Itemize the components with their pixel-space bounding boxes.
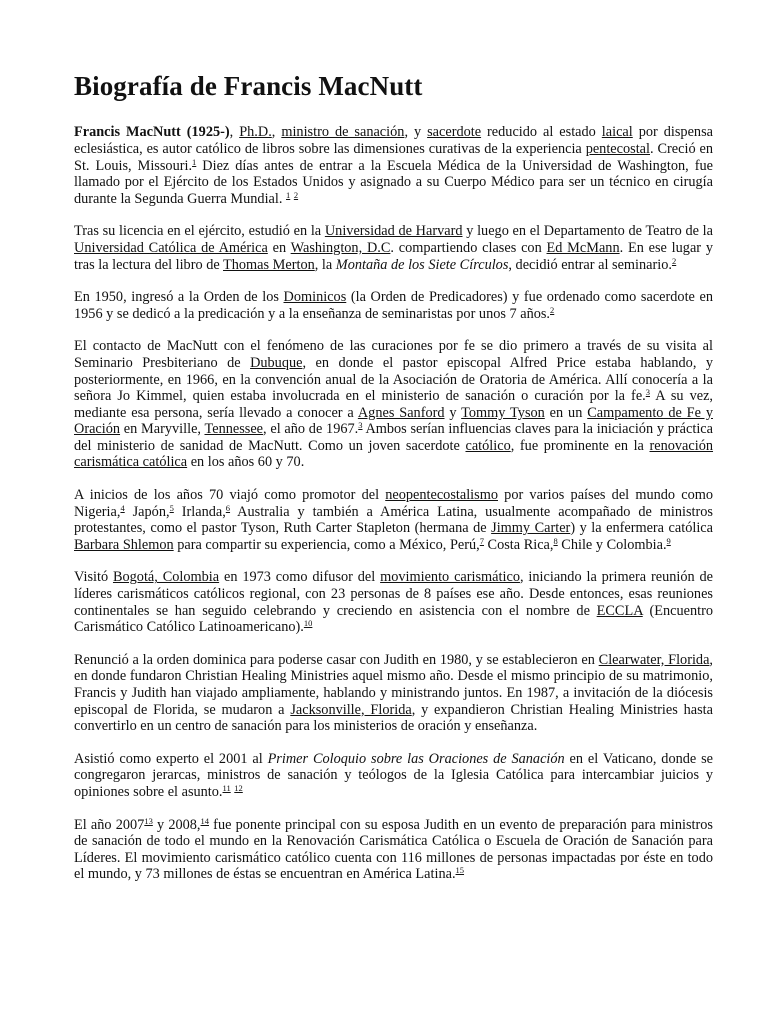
link-agnes-sanford[interactable]: Agnes Sanford [357,404,445,421]
text: , fue prominente en la [510,437,650,454]
paragraph-dominicos [74,289,713,322]
footnote-ref-8[interactable]: 8 [553,535,558,546]
text: reducido al estado [481,124,602,141]
subject-name: Francis MacNutt (1925-) [74,124,230,141]
link-renovacion-carismatica-catolica[interactable]: renovación carismática católica [74,437,714,471]
text: Chile y Colombia. [557,536,667,553]
text: Renunció a la orden dominica para poderse casar con Judith en 1980, y se establecieron en [74,651,599,668]
text: Japón, [124,503,170,520]
text: Diez días antes de entrar a la Escuela Médica de la Universidad de Washington, fue llamado por el Ejército de los Estados Unidos y asignado a su Cuerpo Médico para ser un técnico en cirugía durante la Segunda Guerra Mundial. [74,157,713,207]
text: en [267,239,291,256]
link-laical[interactable]: laical [601,124,633,141]
link-ministro-de-sanacion[interactable]: ministro de sanación [281,124,405,141]
text: , y expandieron Christian Healing Ministries hasta convertirlo en un centro de sanación para los ministerios de oración y enseñanza. [74,701,714,735]
footnote-ref-12[interactable]: 12 [234,782,243,793]
link-dominicos[interactable]: Dominicos [283,289,347,306]
text: . compartiendo clases con [390,239,547,256]
footnote-ref-11[interactable]: 11 [222,782,231,793]
event-title: Primer Coloquio sobre las Oraciones de Sanación [267,750,565,767]
link-campamento-de-fe-y-oracion[interactable]: Campamento de Fe y Oración [74,404,713,438]
text: y 2008, [152,816,201,833]
text: , [271,124,282,141]
footnote-ref-2[interactable]: 2 [293,189,299,200]
link-sacerdote[interactable]: sacerdote [427,124,482,141]
paragraph-healing-contact [74,338,713,471]
page-title: Biografía de Francis MacNutt [74,71,423,101]
paragraph-travels [74,487,713,553]
footnote-ref-14[interactable]: 14 [200,815,209,826]
footnote-ref-2[interactable]: 2 [550,304,555,315]
link-tommy-tyson[interactable]: Tommy Tyson [461,404,545,421]
footnote-ref-3[interactable]: 3 [358,420,363,431]
text: El contacto de MacNutt con el fenómeno de las curaciones por fe se dio primero a través de su visita al Seminario Presbiteriano de [74,338,713,371]
text: para compartir su experiencia, como a México, Perú, [173,536,480,553]
text: A inicios de los años 70 viajó como promotor del [74,487,386,504]
text: , decidió entrar al seminario. [508,256,672,273]
text: en un [544,404,588,421]
link-neopentecostalismo[interactable]: neopentecostalismo [385,487,498,504]
text: , en donde fundaron Christian Healing Ministries aquel mismo año. Desde el mismo principio de su matrimonio, Francis y Judith han viajado ampliamente, hablando y ministrando juntos. En 1987, a invitación de la diócesis episcopal de Florida, se mudaron a [74,651,713,718]
footnote-ref-1[interactable]: 1 [286,189,291,200]
text: Tras su licencia en el ejército, estudió en la [74,223,325,240]
text: por varios países del mundo como Nigeria, [74,487,713,520]
text: Asistió como experto el 2001 al [74,750,268,767]
paragraph-education [74,223,713,273]
text: Irlanda, [173,503,226,520]
text: por dispensa eclesiástica, es autor católico de libros sobre las dimensiones curativas de la experiencia [74,124,713,157]
text: Ambos serían influencias claves para la iniciación y práctica del ministerio de sanidad de MacNutt. Como un joven sacerdote [74,421,713,454]
text: Australia y también a América Latina, usualmente acompañado de ministros protestantes, como el pastor Tyson, Ruth Carter Stapleton (hermana de [74,503,713,537]
text: . Creció en St. Louis, Missouri. [74,140,713,174]
link-eccla[interactable]: ECCLA [596,602,643,619]
link-tennessee[interactable]: Tennessee [204,421,264,438]
footnote-ref-2[interactable]: 2 [671,255,677,266]
text: , en donde el pastor episcopal Alfred Price estaba hablando, y posteriormente, en 1966, en la convención anual de la Asociación de Oratoria de América. Allí conocería a la señora Jo Kimmel, quien estaba involucrada en el ministerio de sanación o curación por la fe. [74,354,714,405]
text: en los años 60 y 70. [187,454,305,471]
text: . En ese lugar y tras la lectura del libro de [74,239,713,273]
paragraph-vatican [74,751,713,801]
text: , el año de 1967. [263,421,359,438]
text: y luego en el Departamento de Teatro de la [462,223,713,240]
link-pentecostal[interactable]: pentecostal [585,140,650,157]
link-phd[interactable]: Ph.D. [239,124,272,141]
link-universidad-catolica-de-america[interactable]: Universidad Católica de América [74,239,268,256]
text: Visitó [74,569,113,586]
footnote-ref-4[interactable]: 4 [120,502,125,513]
footnote-ref-15[interactable]: 15 [455,865,465,876]
text: y [444,404,462,421]
text: ) y la enfermera católica [570,520,713,537]
footnote-ref-13[interactable]: 13 [144,815,153,826]
text: En 1950, ingresó a la Orden de los [74,289,284,306]
paragraph-intro [74,124,713,207]
link-barbara-shlemon[interactable]: Barbara Shlemon [74,536,174,553]
text: en Maryville, [120,421,205,438]
link-jimmy-carter[interactable]: Jimmy Carter [491,520,571,537]
text: El año 2007 [74,816,145,833]
paragraph-bogota [74,569,713,635]
link-washington-dc[interactable]: Washington, D.C [290,239,391,256]
text: en el Vaticano, donde se congregaron jerarcas, ministros de sanación y teólogos de la Iglesia Católica para intercambiar juicios y opiniones sobre el asunto. [74,750,714,800]
book-title: Montaña de los Siete Círculos [335,256,509,273]
link-catolico[interactable]: católico [465,437,511,454]
text: fue ponente principal con su esposa Judith en un evento de preparación para ministros de sanación de todo el mundo en la Renovación Carismática Católica o Escuela de Oración de Sanación para Líderes. El movimiento carismático católico cuenta con 116 millones de personas impactadas por éste en todo el mundo, y 73 millones de éstas se encuentran en América Latina. [74,816,713,883]
footnote-ref-6[interactable]: 6 [225,502,231,513]
text: , iniciando la primera reunión de líderes carismáticos católicos regional, con 23 personas de 8 países ese año. Desde entonces, esas reuniones continentales se han seguido celebrando y creciendo en asistencia con el nombre de [74,569,713,619]
text: , [229,124,240,141]
footnote-ref-7[interactable]: 7 [479,535,484,546]
link-bogota-colombia[interactable]: Bogotá, Colombia [112,569,220,586]
footnote-ref-10[interactable]: 10 [303,618,313,629]
paragraph-speaker [74,817,713,883]
text: (Encuentro Carismático Católico Latinoamericano). [74,602,713,636]
text: en 1973 como difusor del [219,569,381,586]
link-ed-mcmann[interactable]: Ed McMann [546,239,620,256]
link-movimiento-carismatico[interactable]: movimiento carismático [380,569,520,586]
paragraph-marriage [74,652,713,735]
text: A su vez, mediante esa persona, sería llevado a conocer a [74,388,713,421]
link-universidad-de-harvard[interactable]: Universidad de Harvard [324,223,463,240]
link-thomas-merton[interactable]: Thomas Merton [223,256,315,273]
text: (la Orden de Predicadores) y fue ordenado como sacerdote en 1956 y se dedicó a la predicación y a la enseñanza de seminaristas por unos 7 años. [74,289,713,322]
link-jacksonville-florida[interactable]: Jacksonville, Florida [290,701,412,718]
link-clearwater-florida[interactable]: Clearwater, Florida [598,651,710,668]
footnote-ref-5[interactable]: 5 [169,502,174,513]
text: Costa Rica, [483,536,554,553]
footnote-ref-9[interactable]: 9 [666,535,671,546]
footnote-ref-1[interactable]: 1 [192,156,197,167]
footnote-ref-3[interactable]: 3 [645,387,650,398]
text: , la [314,256,336,273]
text: , y [404,124,428,141]
link-dubuque[interactable]: Dubuque [250,354,303,371]
